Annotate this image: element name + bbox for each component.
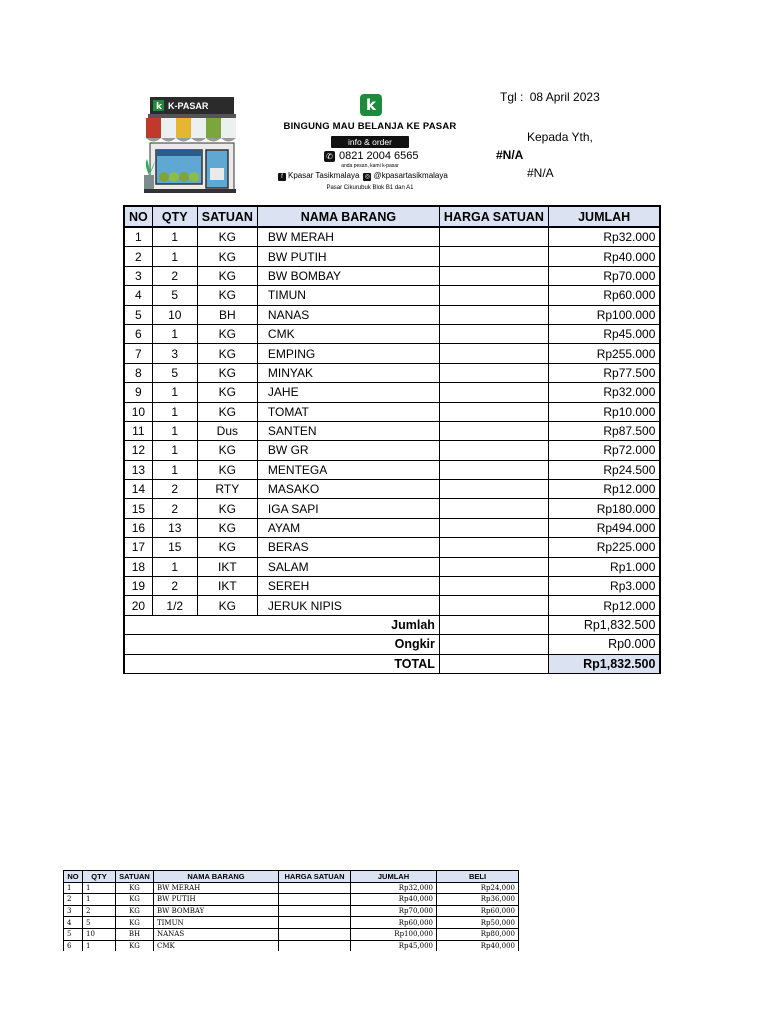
mini-cell: Rp80,000 bbox=[437, 928, 519, 940]
cell-harga-satuan bbox=[439, 247, 548, 266]
mini-cell: Rp32,000 bbox=[351, 882, 437, 894]
cell-nama-barang: TIMUN bbox=[257, 286, 439, 305]
cell-no: 11 bbox=[124, 421, 152, 440]
table-row bbox=[64, 917, 519, 929]
table-row bbox=[64, 905, 519, 917]
mini-cell: KG bbox=[116, 882, 154, 894]
cell-satuan: RTY bbox=[197, 480, 257, 499]
cell-nama-barang: MENTEGA bbox=[257, 460, 439, 479]
table-row bbox=[124, 518, 660, 537]
cell-qty: 3 bbox=[152, 344, 197, 363]
recipient-address: #N/A bbox=[527, 166, 554, 180]
summary-total-label: TOTAL bbox=[124, 654, 439, 673]
cell-jumlah: Rp10.000 bbox=[548, 402, 660, 421]
table-row bbox=[124, 441, 660, 460]
cell-no: 13 bbox=[124, 460, 152, 479]
cell-qty: 5 bbox=[152, 286, 197, 305]
summary-row-total bbox=[124, 654, 660, 673]
cell-jumlah: Rp72.000 bbox=[548, 441, 660, 460]
table-row bbox=[64, 928, 519, 940]
mini-cell: Rp60,000 bbox=[437, 905, 519, 917]
store-sign-text: K-PASAR bbox=[168, 101, 209, 111]
cell-harga-satuan bbox=[439, 383, 548, 402]
cell-harga-satuan bbox=[439, 480, 548, 499]
cell-nama-barang: NANAS bbox=[257, 305, 439, 324]
mini-cell: 1 bbox=[83, 894, 116, 906]
instagram-handle: @kpasartasikmalaya bbox=[373, 171, 448, 180]
cell-satuan: KG bbox=[197, 247, 257, 266]
cell-nama-barang: MASAKO bbox=[257, 480, 439, 499]
table-row bbox=[124, 480, 660, 499]
summary-row-jumlah bbox=[124, 615, 660, 634]
mini-cell: 1 bbox=[83, 882, 116, 894]
mini-cell bbox=[279, 928, 351, 940]
cell-no: 17 bbox=[124, 538, 152, 557]
mini-cell bbox=[279, 894, 351, 906]
purchase-table bbox=[63, 870, 519, 951]
invoice-table bbox=[123, 205, 661, 674]
mini-cell: Rp50,000 bbox=[437, 917, 519, 929]
cell-harga-satuan bbox=[439, 421, 548, 440]
summary-spacer bbox=[439, 635, 548, 654]
cell-harga-satuan bbox=[439, 305, 548, 324]
cell-jumlah: Rp40.000 bbox=[548, 247, 660, 266]
mini-cell: BW BOMBAY bbox=[154, 905, 279, 917]
cell-satuan: KG bbox=[197, 538, 257, 557]
cell-harga-satuan bbox=[439, 518, 548, 537]
cell-no: 9 bbox=[124, 383, 152, 402]
mini-col-header: NAMA BARANG bbox=[154, 871, 279, 883]
facebook-icon: f bbox=[278, 173, 286, 181]
cell-satuan: KG bbox=[197, 227, 257, 247]
table-row bbox=[124, 286, 660, 305]
mini-cell: Rp24,000 bbox=[437, 882, 519, 894]
mini-cell: Rp40,000 bbox=[351, 894, 437, 906]
cell-jumlah: Rp255.000 bbox=[548, 344, 660, 363]
mini-cell: 3 bbox=[64, 905, 83, 917]
cell-satuan: IKT bbox=[197, 577, 257, 596]
cell-satuan: KG bbox=[197, 499, 257, 518]
mini-cell: 5 bbox=[64, 928, 83, 940]
table-row bbox=[124, 363, 660, 382]
date-value: 08 April 2023 bbox=[529, 90, 600, 104]
mini-cell: 1 bbox=[64, 882, 83, 894]
info-order-label: info & order bbox=[331, 136, 409, 148]
mini-cell: Rp100,000 bbox=[351, 928, 437, 940]
mini-cell: NANAS bbox=[154, 928, 279, 940]
mini-cell: KG bbox=[116, 905, 154, 917]
phone-line bbox=[324, 150, 419, 162]
cell-nama-barang: BERAS bbox=[257, 538, 439, 557]
table-row bbox=[64, 940, 519, 951]
cell-satuan: Dus bbox=[197, 421, 257, 440]
mini-cell: KG bbox=[116, 917, 154, 929]
mini-col-header: SATUAN bbox=[116, 871, 154, 883]
social-line bbox=[278, 171, 448, 181]
cell-nama-barang: SEREH bbox=[257, 577, 439, 596]
col-header-no: NO bbox=[124, 206, 152, 227]
brand-logo-icon: k bbox=[360, 94, 382, 116]
cell-harga-satuan bbox=[439, 402, 548, 421]
cell-jumlah: Rp225.000 bbox=[548, 538, 660, 557]
recipient-label: Kepada Yth, bbox=[527, 130, 593, 144]
cell-nama-barang: BW GR bbox=[257, 441, 439, 460]
cell-satuan: BH bbox=[197, 305, 257, 324]
mini-col-header: NO bbox=[64, 871, 83, 883]
cell-satuan: KG bbox=[197, 286, 257, 305]
cell-satuan: KG bbox=[197, 460, 257, 479]
cell-qty: 2 bbox=[152, 480, 197, 499]
instagram-icon: ◎ bbox=[364, 174, 371, 180]
table-row bbox=[124, 557, 660, 576]
header-banner bbox=[272, 90, 468, 196]
summary-jumlah-value: Rp1,832.500 bbox=[548, 615, 660, 634]
mini-cell: 2 bbox=[64, 894, 83, 906]
cell-jumlah: Rp1.000 bbox=[548, 557, 660, 576]
cell-satuan: KG bbox=[197, 324, 257, 343]
banner-slogan: anda pesan, kami k-pasar bbox=[341, 163, 399, 169]
date-line bbox=[500, 90, 600, 104]
cell-satuan: KG bbox=[197, 383, 257, 402]
table-row bbox=[124, 596, 660, 615]
cell-no: 16 bbox=[124, 518, 152, 537]
summary-row-ongkir bbox=[124, 635, 660, 654]
cell-jumlah: Rp12.000 bbox=[548, 480, 660, 499]
table-row bbox=[124, 344, 660, 363]
table-row bbox=[124, 324, 660, 343]
recipient-name: #N/A bbox=[496, 148, 524, 162]
mini-cell: 10 bbox=[83, 928, 116, 940]
cell-no: 20 bbox=[124, 596, 152, 615]
cell-satuan: KG bbox=[197, 441, 257, 460]
cell-qty: 1 bbox=[152, 402, 197, 421]
cell-nama-barang: BW PUTIH bbox=[257, 247, 439, 266]
table-row bbox=[124, 499, 660, 518]
summary-ongkir-value: Rp0.000 bbox=[548, 635, 660, 654]
svg-text:k: k bbox=[156, 102, 162, 112]
cell-qty: 1 bbox=[152, 247, 197, 266]
mini-cell: Rp40,000 bbox=[437, 940, 519, 951]
mini-cell: BH bbox=[116, 928, 154, 940]
cell-no: 4 bbox=[124, 286, 152, 305]
cell-qty: 1 bbox=[152, 441, 197, 460]
cell-qty: 1/2 bbox=[152, 596, 197, 615]
mini-cell: CMK bbox=[154, 940, 279, 951]
cell-satuan: IKT bbox=[197, 557, 257, 576]
table-row bbox=[124, 421, 660, 440]
cell-qty: 2 bbox=[152, 577, 197, 596]
mini-table-clip bbox=[60, 866, 540, 951]
cell-qty: 10 bbox=[152, 305, 197, 324]
date-label: Tgl : bbox=[500, 90, 524, 104]
store-illustration bbox=[140, 93, 240, 198]
table-row bbox=[124, 227, 660, 247]
cell-no: 5 bbox=[124, 305, 152, 324]
mini-cell: BW MERAH bbox=[154, 882, 279, 894]
cell-satuan: KG bbox=[197, 518, 257, 537]
cell-nama-barang: EMPING bbox=[257, 344, 439, 363]
cell-nama-barang: BW MERAH bbox=[257, 227, 439, 247]
mini-cell bbox=[279, 905, 351, 917]
market-address: Pasar Cikurubuk Blok B1 dan A1 bbox=[326, 185, 414, 191]
cell-qty: 1 bbox=[152, 460, 197, 479]
mini-col-header: BELI bbox=[437, 871, 519, 883]
purchase-header-row bbox=[64, 871, 519, 883]
cell-jumlah: Rp60.000 bbox=[548, 286, 660, 305]
summary-ongkir-label: Ongkir bbox=[124, 635, 439, 654]
cell-jumlah: Rp494.000 bbox=[548, 518, 660, 537]
cell-harga-satuan bbox=[439, 577, 548, 596]
col-header-jumlah: JUMLAH bbox=[548, 206, 660, 227]
cell-nama-barang: JERUK NIPIS bbox=[257, 596, 439, 615]
cell-nama-barang: AYAM bbox=[257, 518, 439, 537]
cell-no: 15 bbox=[124, 499, 152, 518]
cell-jumlah: Rp12.000 bbox=[548, 596, 660, 615]
table-row bbox=[124, 402, 660, 421]
cell-qty: 1 bbox=[152, 557, 197, 576]
summary-spacer bbox=[439, 654, 548, 673]
cell-no: 10 bbox=[124, 402, 152, 421]
whatsapp-icon: ✆ bbox=[324, 151, 335, 162]
mini-cell: KG bbox=[116, 940, 154, 951]
cell-qty: 2 bbox=[152, 499, 197, 518]
cell-harga-satuan bbox=[439, 344, 548, 363]
table-row bbox=[64, 894, 519, 906]
cell-jumlah: Rp32.000 bbox=[548, 383, 660, 402]
cell-harga-satuan bbox=[439, 286, 548, 305]
cell-jumlah: Rp32.000 bbox=[548, 227, 660, 247]
summary-jumlah-label: Jumlah bbox=[124, 615, 439, 634]
cell-qty: 1 bbox=[152, 227, 197, 247]
cell-harga-satuan bbox=[439, 460, 548, 479]
cell-nama-barang: SALAM bbox=[257, 557, 439, 576]
cell-harga-satuan bbox=[439, 441, 548, 460]
cell-qty: 13 bbox=[152, 518, 197, 537]
cell-jumlah: Rp3.000 bbox=[548, 577, 660, 596]
cell-harga-satuan bbox=[439, 596, 548, 615]
mini-cell: Rp36,000 bbox=[437, 894, 519, 906]
cell-nama-barang: TOMAT bbox=[257, 402, 439, 421]
col-header-nama-barang: NAMA BARANG bbox=[257, 206, 439, 227]
cell-no: 6 bbox=[124, 324, 152, 343]
table-row bbox=[124, 460, 660, 479]
cell-jumlah: Rp70.000 bbox=[548, 266, 660, 285]
cell-no: 7 bbox=[124, 344, 152, 363]
cell-qty: 1 bbox=[152, 383, 197, 402]
mini-cell: 4 bbox=[64, 917, 83, 929]
mini-cell: Rp60,000 bbox=[351, 917, 437, 929]
summary-spacer bbox=[439, 615, 548, 634]
mini-col-header: JUMLAH bbox=[351, 871, 437, 883]
mini-cell: 2 bbox=[83, 905, 116, 917]
cell-harga-satuan bbox=[439, 499, 548, 518]
cell-jumlah: Rp24.500 bbox=[548, 460, 660, 479]
col-header-satuan: SATUAN bbox=[197, 206, 257, 227]
col-header-qty: QTY bbox=[152, 206, 197, 227]
banner-tagline: BINGUNG MAU BELANJA KE PASAR bbox=[283, 121, 457, 132]
invoice-header-row bbox=[124, 206, 660, 227]
table-row bbox=[124, 266, 660, 285]
cell-jumlah: Rp77.500 bbox=[548, 363, 660, 382]
cell-jumlah: Rp45.000 bbox=[548, 324, 660, 343]
table-row bbox=[124, 538, 660, 557]
cell-harga-satuan bbox=[439, 324, 548, 343]
mini-col-header: QTY bbox=[83, 871, 116, 883]
mini-cell: 1 bbox=[83, 940, 116, 951]
table-row bbox=[64, 882, 519, 894]
cell-qty: 15 bbox=[152, 538, 197, 557]
cell-qty: 2 bbox=[152, 266, 197, 285]
mini-col-header: HARGA SATUAN bbox=[279, 871, 351, 883]
cell-satuan: KG bbox=[197, 266, 257, 285]
mini-cell bbox=[279, 882, 351, 894]
mini-cell: KG bbox=[116, 894, 154, 906]
cell-harga-satuan bbox=[439, 227, 548, 247]
cell-nama-barang: JAHE bbox=[257, 383, 439, 402]
cell-harga-satuan bbox=[439, 266, 548, 285]
facebook-handle: Kpasar Tasikmalaya bbox=[288, 171, 360, 180]
cell-satuan: KG bbox=[197, 402, 257, 421]
cell-no: 2 bbox=[124, 247, 152, 266]
mini-cell: BW PUTIH bbox=[154, 894, 279, 906]
cell-qty: 1 bbox=[152, 324, 197, 343]
cell-nama-barang: BW BOMBAY bbox=[257, 266, 439, 285]
phone-number: 0821 2004 6565 bbox=[339, 150, 419, 162]
cell-no: 8 bbox=[124, 363, 152, 382]
cell-jumlah: Rp180.000 bbox=[548, 499, 660, 518]
table-row bbox=[124, 305, 660, 324]
cell-harga-satuan bbox=[439, 538, 548, 557]
cell-no: 3 bbox=[124, 266, 152, 285]
cell-satuan: KG bbox=[197, 363, 257, 382]
cell-qty: 5 bbox=[152, 363, 197, 382]
cell-harga-satuan bbox=[439, 557, 548, 576]
cell-no: 1 bbox=[124, 227, 152, 247]
cell-nama-barang: IGA SAPI bbox=[257, 499, 439, 518]
mini-cell: Rp45,000 bbox=[351, 940, 437, 951]
cell-harga-satuan bbox=[439, 363, 548, 382]
cell-no: 14 bbox=[124, 480, 152, 499]
cell-nama-barang: CMK bbox=[257, 324, 439, 343]
cell-jumlah: Rp100.000 bbox=[548, 305, 660, 324]
cell-no: 12 bbox=[124, 441, 152, 460]
table-row bbox=[124, 577, 660, 596]
mini-cell bbox=[279, 917, 351, 929]
cell-satuan: KG bbox=[197, 344, 257, 363]
cell-nama-barang: SANTEN bbox=[257, 421, 439, 440]
col-header-harga-satuan: HARGA SATUAN bbox=[439, 206, 548, 227]
mini-cell: TIMUN bbox=[154, 917, 279, 929]
cell-no: 18 bbox=[124, 557, 152, 576]
table-row bbox=[124, 383, 660, 402]
table-row bbox=[124, 247, 660, 266]
cell-jumlah: Rp87.500 bbox=[548, 421, 660, 440]
mini-cell: Rp70,000 bbox=[351, 905, 437, 917]
mini-cell bbox=[279, 940, 351, 951]
cell-satuan: KG bbox=[197, 596, 257, 615]
mini-cell: 6 bbox=[64, 940, 83, 951]
cell-no: 19 bbox=[124, 577, 152, 596]
mini-cell: 5 bbox=[83, 917, 116, 929]
summary-total-value: Rp1,832.500 bbox=[548, 654, 660, 673]
cell-nama-barang: MINYAK bbox=[257, 363, 439, 382]
cell-qty: 1 bbox=[152, 421, 197, 440]
